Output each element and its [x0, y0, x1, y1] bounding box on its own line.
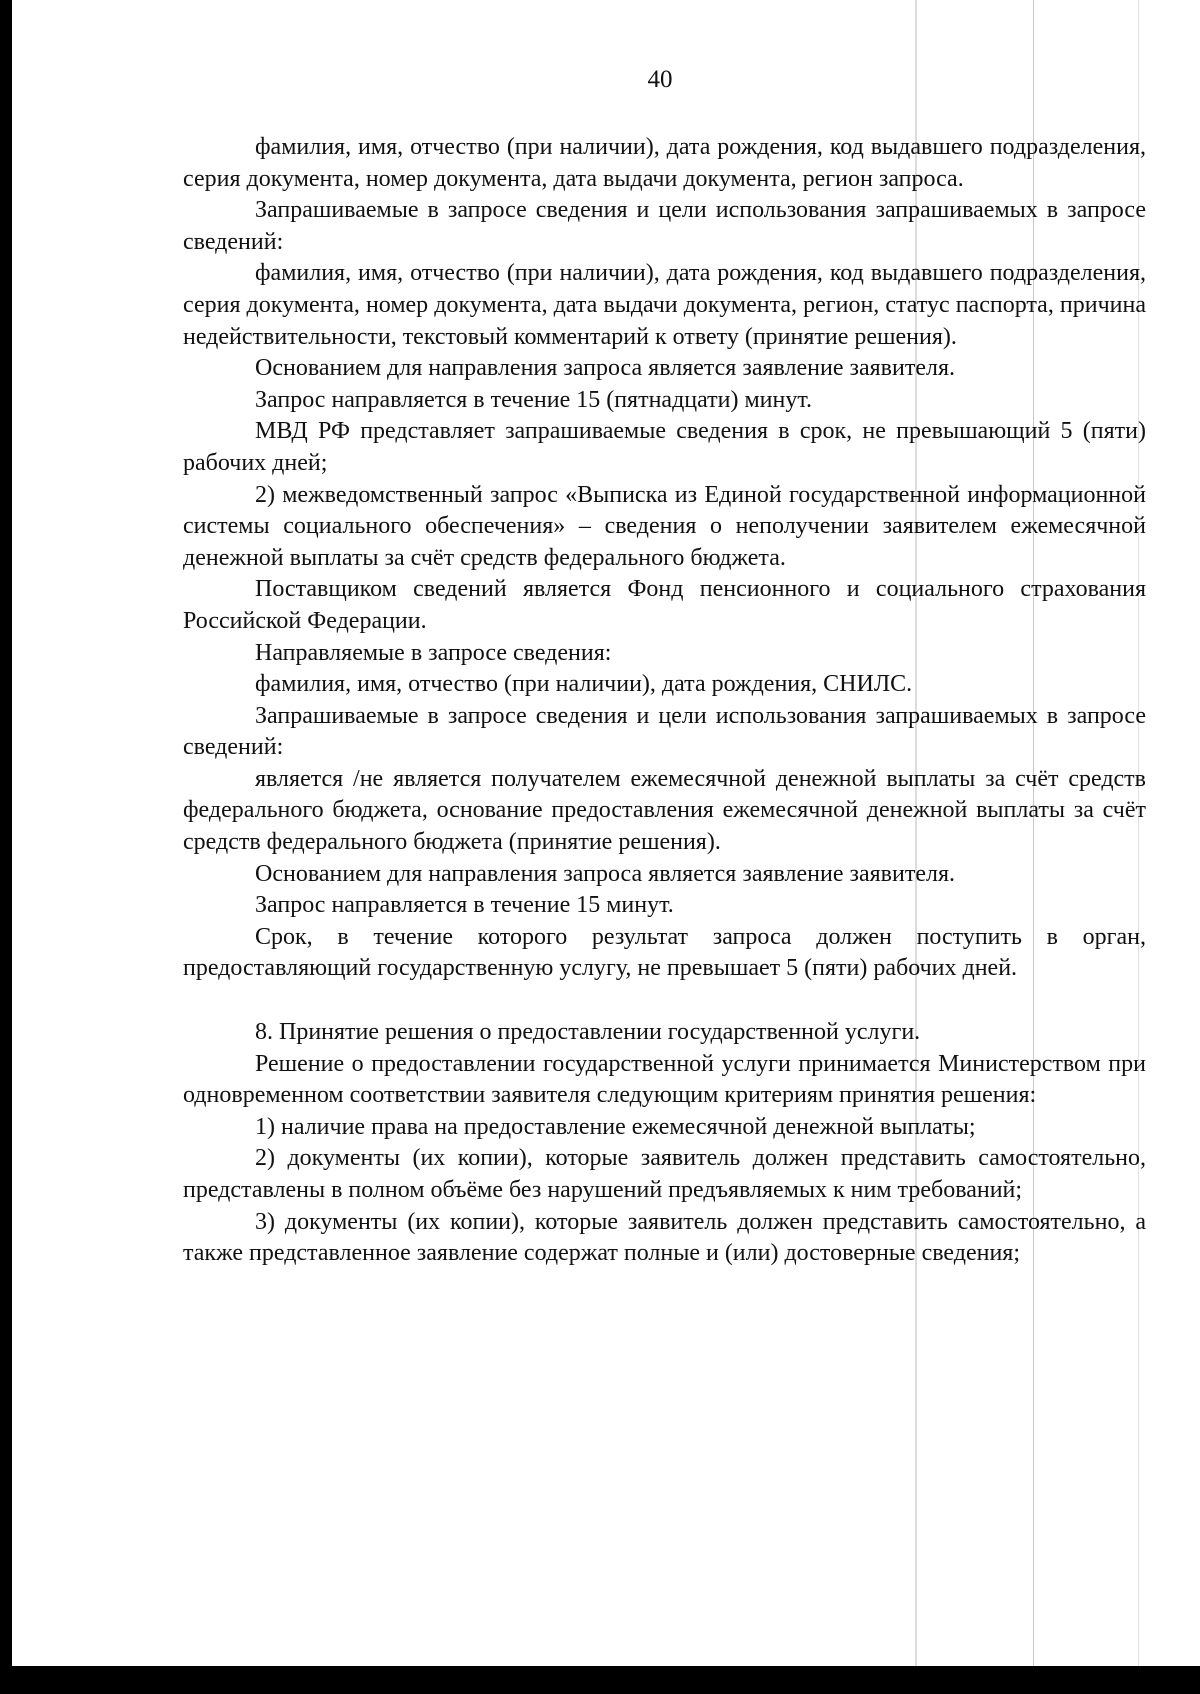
paragraph: фамилия, имя, отчество (при наличии), дата рождения, код выдавшего подразделения, серия документа, номер документа, дата выдачи документа, регион запроса.	[183, 134, 1146, 192]
scan-left-border	[0, 0, 12, 1694]
paragraph: Срок, в течение которого результат запроса должен поступить в орган, предоставляющий государственную услугу, не превышает 5 (пяти) рабочих дней.	[183, 923, 1146, 982]
paragraph: Запрашиваемые в запросе сведения и цели использования запрашиваемых в запросе сведений:	[183, 702, 1146, 761]
paragraph: Поставщиком сведений является Фонд пенсионного и социального страхования Российской Федерации.	[183, 576, 1146, 634]
document-body	[183, 132, 1146, 1270]
list-item: 1) наличие права на предоставление ежемесячной денежной выплаты;	[255, 1113, 976, 1140]
paragraph: фамилия, имя, отчество (при наличии), дата рождения, код выдавшего подразделения, серия документа, номер документа, дата выдачи документа, регион, статус паспорта, причина недействительности, текстовый комментарий к ответу (принятие решения).	[183, 260, 1146, 350]
paragraph: Запрос направляется в течение 15 минут.	[255, 892, 674, 919]
paragraph: Основанием для направления запроса является заявление заявителя.	[255, 860, 956, 887]
paragraph: Направляемые в запросе сведения:	[255, 639, 612, 666]
list-item: 3) документы (их копии), которые заявитель должен представить самостоятельно, а также представленное заявление содержат полные и (или) достоверные сведения;	[183, 1208, 1146, 1267]
paragraph: фамилия, имя, отчество (при наличии), дата рождения, СНИЛС.	[255, 671, 913, 698]
list-item: 2) документы (их копии), которые заявитель должен представить самостоятельно, представлены в полном объёме без нарушений предъявляемых к ним требований;	[183, 1145, 1146, 1203]
paragraph: 2) межведомственный запрос «Выписка из Единой государственной информационной системы социального обеспечения» – сведения о неполучении заявителем ежемесячной денежной выплаты за счёт средств федерального бюджета.	[183, 481, 1146, 571]
paragraph: Запрашиваемые в запросе сведения и цели использования запрашиваемых в запросе сведений:	[183, 197, 1146, 255]
paragraph: Решение о предоставлении государственной услуги принимается Министерством при одновременном соответствии заявителя следующим критериям принятия решения:	[183, 1050, 1146, 1109]
paragraph: является /не является получателем ежемесячной денежной выплаты за счёт средств федерального бюджета, основание предоставления ежемесячной денежной выплаты за счёт средств федерального бюджета (принятие решения).	[183, 765, 1146, 856]
paragraph: Запрос направляется в течение 15 (пятнадцати) минут.	[255, 386, 813, 413]
section-gap	[183, 985, 1146, 1017]
page-number: 40	[647, 66, 673, 93]
scan-bottom-border	[0, 1666, 1200, 1694]
section-heading: 8. Принятие решения о предоставлении государственной услуги.	[255, 1019, 921, 1046]
paragraph: Основанием для направления запроса является заявление заявителя.	[255, 355, 956, 382]
paragraph: МВД РФ представляет запрашиваемые сведения в срок, не превышающий 5 (пяти) рабочих дней;	[183, 418, 1146, 476]
